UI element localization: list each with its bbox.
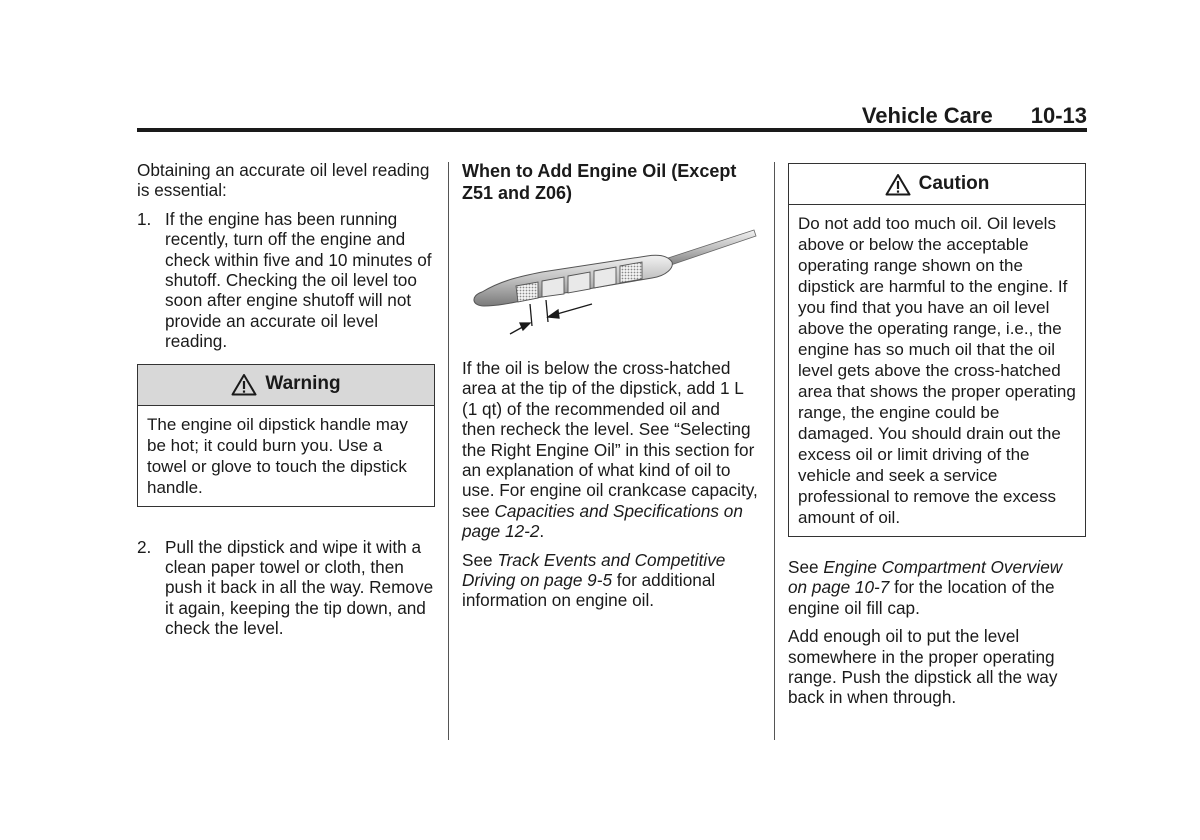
engine-compartment-link[interactable]: Engine Compartment Overview on page 10-7 xyxy=(788,557,1063,598)
header-rule xyxy=(137,128,1087,132)
fill-cap-pre: See xyxy=(788,557,824,577)
step-1-text: If the engine has been running recently, turn off the engine and check within five and 10 minutes of shutoff. Checking the oil level too soon after engine shutoff will not provide an accurate oil level reading. xyxy=(165,208,432,352)
fill-cap-paragraph xyxy=(788,557,1086,618)
section-heading: When to Add Engine Oil (Except Z51 and Z06) xyxy=(462,161,737,203)
caution-text: Do not add too much oil. Oil levels above or below the acceptable operating range shown on the dipstick are harmful to the engine. If you find that you have an oil level above the operating range, i.e., the engine has so much oil that the oil level gets above the cross-hatched area that shows the proper operating range, the engine could be damaged. You should drain out the excess oil or limit driving of the vehicle and seek a service professional to remove the excess amount of oil. xyxy=(798,214,1076,527)
step-2 xyxy=(137,537,435,639)
add-oil-paragraph xyxy=(462,358,758,542)
warning-text: The engine oil dipstick handle may be hot; it could burn you. Use a towel or glove to touch the dipstick handle. xyxy=(147,414,408,497)
intro-paragraph: Obtaining an accurate oil level reading is essential: xyxy=(137,160,430,201)
track-events-post: for additional information on engine oil. xyxy=(462,570,716,611)
capacities-link[interactable]: Capacities and Specifications on page 12-2 xyxy=(462,500,743,542)
section-title: Vehicle Care xyxy=(861,103,993,128)
warning-title: Warning xyxy=(265,373,341,395)
page-number: 10-13 xyxy=(1030,103,1087,128)
add-oil-text: If the oil is below the cross-hatched area at the tip of the dipstick, add 1 L (1 qt) of the recommended oil and then recheck the level. See “Selecting the Right Engine Oil” in this section for an explanation of what kind of oil to use. For engine oil crankcase capacity, see xyxy=(462,358,758,521)
warning-box xyxy=(137,364,435,507)
caution-header xyxy=(789,164,1085,205)
column-1 xyxy=(137,160,435,647)
column-2 xyxy=(462,160,758,619)
caution-box xyxy=(788,163,1086,537)
add-oil-end: . xyxy=(539,521,545,542)
step-1-number: 1. xyxy=(137,208,152,229)
header-title xyxy=(862,103,1087,129)
step-2-text: Pull the dipstick and wipe it with a clean paper towel or cloth, then push it back in all the way. Remove it again, keeping the tip down, and check the level. xyxy=(165,536,434,639)
column-3 xyxy=(788,160,1086,716)
warning-triangle-icon xyxy=(231,373,257,396)
track-events-paragraph xyxy=(462,550,758,611)
warning-header xyxy=(138,365,434,406)
add-enough-oil-paragraph: Add enough oil to put the level somewhere in the proper operating range. Push the dipstick all the way back in when through. xyxy=(788,626,1058,708)
fill-cap-post: for the location of the engine oil fill cap. xyxy=(788,577,1055,618)
column-divider-2 xyxy=(774,162,775,740)
step-1 xyxy=(137,209,435,352)
track-events-link[interactable]: Track Events and Competitive Driving on page 9-5 xyxy=(462,549,726,591)
track-events-pre: See xyxy=(462,549,498,570)
dipstick-drawing xyxy=(462,226,758,344)
caution-title: Caution xyxy=(918,172,990,194)
caution-triangle-icon xyxy=(885,173,911,196)
dipstick-illustration xyxy=(462,226,758,344)
step-2-number: 2. xyxy=(137,536,152,557)
column-divider-1 xyxy=(448,162,449,740)
